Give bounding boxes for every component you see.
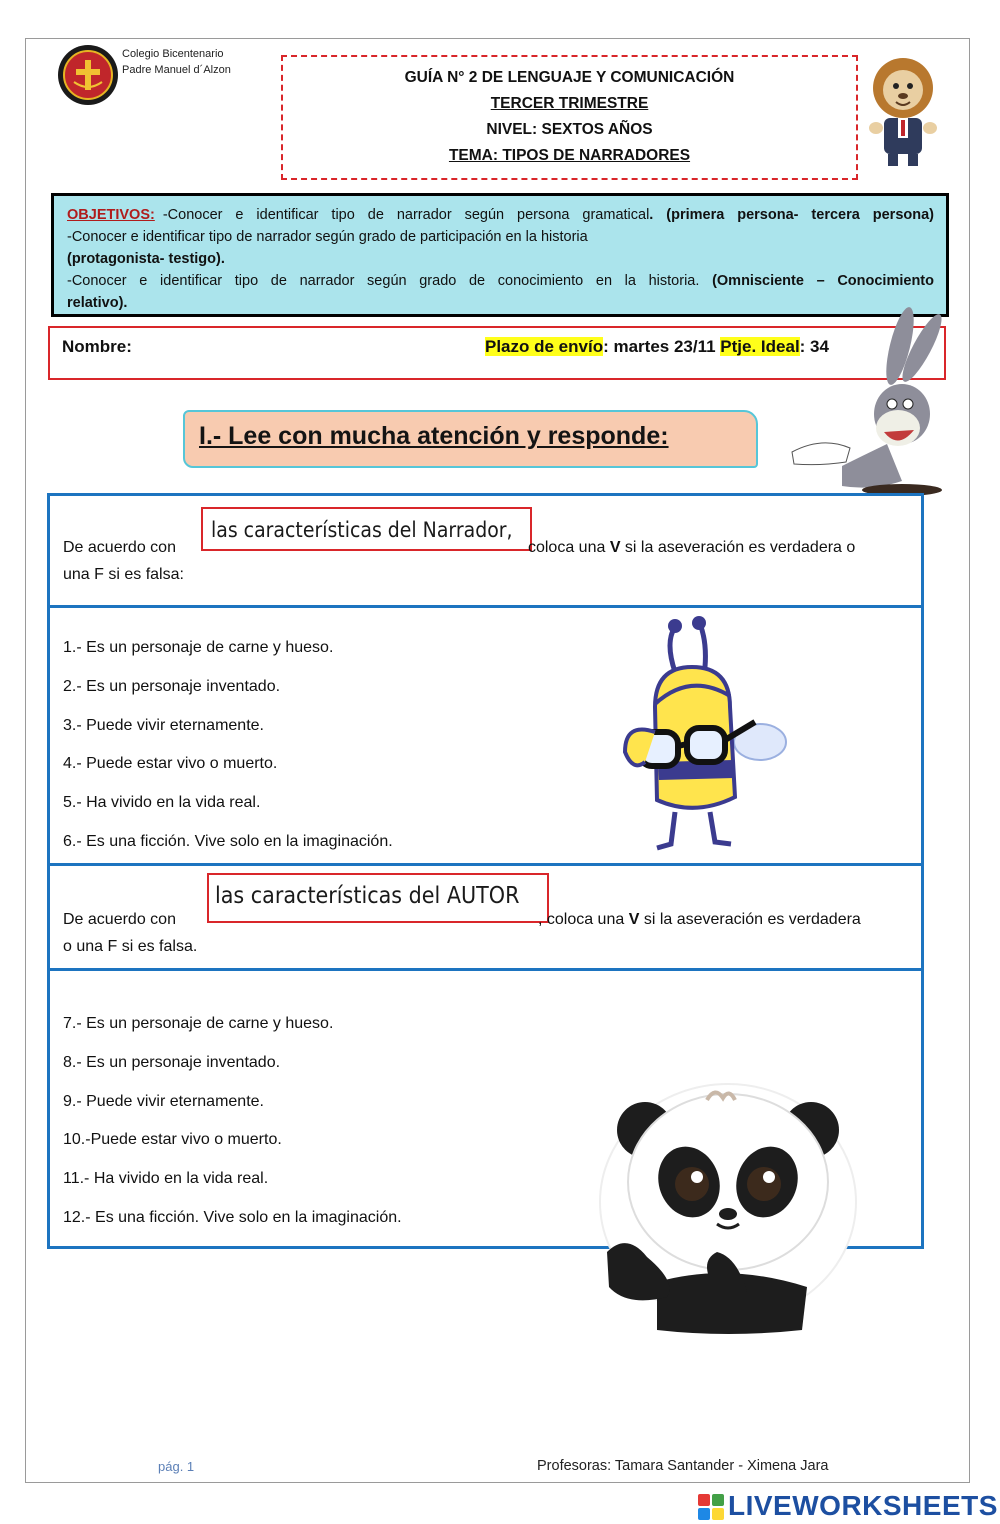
part2-prefix: De acuerdo con — [63, 911, 176, 928]
objective-line-3 — [67, 270, 934, 292]
guide-level: NIVEL: SEXTOS AÑOS — [486, 121, 653, 138]
objective-text-1: -Conocer e identificar tipo de narrador según persona gramatical — [162, 207, 650, 223]
objectives-label: OBJETIVOS: — [67, 207, 155, 223]
objective-bold-1: . (primera persona- tercera persona) — [649, 207, 934, 223]
question-item: 12.- Es una ficción. Vive solo en la imaginación. — [63, 1208, 402, 1226]
score-value: : 34 — [799, 337, 829, 356]
guide-title-box — [281, 55, 858, 180]
school-name-line1: Colegio Bicentenario — [122, 48, 224, 60]
question-item: 8.- Es un personaje inventado. — [63, 1053, 281, 1071]
part2-suffix-end: si la aseveración es verdadera — [639, 911, 861, 928]
guide-title: GUÍA N° 2 DE LENGUAJE Y COMUNICACIÓN — [404, 69, 735, 86]
separator-2 — [50, 863, 921, 866]
author-characteristics-text: las características del AUTOR — [215, 883, 520, 909]
bee-with-glasses-icon — [595, 612, 795, 857]
part1-prefix: De acuerdo con — [63, 539, 176, 556]
part1-suffix-end: si la aseveración es verdadera o — [620, 539, 856, 556]
objective-line-2: -Conocer e identificar tipo de narrador según grado de participación en la historia — [67, 229, 588, 245]
liveworksheets-logo[interactable] — [698, 1490, 998, 1520]
deadline-value: : martes 23/11 — [603, 337, 721, 356]
question-item: 9.- Puede vivir eternamente. — [63, 1092, 264, 1110]
objectives-box — [51, 193, 949, 317]
question-item: 3.- Puede vivir eternamente. — [63, 716, 264, 734]
question-item: 7.- Es un personaje de carne y hueso. — [63, 1015, 334, 1032]
question-item: 11.- Ha vivido en la vida real. — [63, 1170, 269, 1188]
part1-suffix-start: coloca una — [527, 539, 610, 556]
part1-v-letter: V — [609, 539, 621, 556]
question-item: 10.-Puede estar vivo o muerto. — [63, 1131, 282, 1149]
question-item: 6.- Es una ficción. Vive solo en la imaginación. — [63, 832, 393, 850]
teachers-credit: Profesoras: Tamara Santander - Ximena Jara — [537, 1458, 829, 1474]
question-item: 2.- Es un personaje inventado. — [63, 677, 281, 695]
school-header — [57, 44, 257, 108]
objective-line-2-bold: (protagonista- testigo). — [67, 251, 225, 267]
part2-instruction — [63, 906, 923, 960]
guide-topic: TEMA: TIPOS DE NARRADORES — [448, 147, 691, 164]
school-name — [122, 46, 231, 78]
lion-mascot-icon — [862, 56, 944, 168]
separator-1 — [50, 605, 921, 608]
part2-line2: o una F si es falsa. — [63, 938, 198, 955]
school-name-line2: Padre Manuel d´Alzon — [122, 64, 231, 76]
part1-line2: una F si es falsa: — [63, 566, 184, 583]
narrator-questions — [63, 629, 393, 862]
panda-cartoon-icon — [597, 1082, 859, 1338]
part2-suffix-start: , coloca una — [537, 911, 629, 928]
objective-bold-3: (Omnisciente – Conocimiento — [712, 273, 934, 289]
score-label: Ptje. Ideal — [720, 337, 800, 356]
school-seal-icon — [57, 44, 119, 106]
section-title: I.- Lee con mucha atención y responde: — [199, 422, 669, 450]
part2-v-letter: V — [628, 911, 640, 928]
deadline-info — [485, 337, 829, 357]
deadline-label: Plazo de envío — [485, 337, 604, 356]
liveworksheets-badge-icon — [698, 1494, 724, 1520]
rabbit-cartoon-icon — [782, 306, 942, 496]
narrator-characteristics-text: las características del Narrador, — [211, 518, 513, 542]
objective-text-3: -Conocer e identificar tipo de narrador según grado de conocimiento en la historia. — [67, 273, 700, 289]
part1-instruction — [63, 534, 913, 588]
objective-line-1 — [67, 204, 934, 226]
liveworksheets-text: LIVEWORKSHEETS — [728, 1490, 998, 1521]
page-number: pág. 1 — [158, 1459, 195, 1474]
separator-3 — [50, 968, 921, 971]
author-questions — [63, 1005, 402, 1238]
section-banner — [183, 410, 758, 468]
question-item: 4.- Puede estar vivo o muerto. — [63, 755, 278, 773]
question-item: 1.- Es un personaje de carne y hueso. — [63, 639, 334, 656]
guide-term: TERCER TRIMESTRE — [490, 95, 649, 112]
name-label: Nombre: — [62, 337, 132, 356]
question-item: 5.- Ha vivido en la vida real. — [63, 794, 261, 812]
objective-line-4: relativo). — [67, 295, 128, 311]
